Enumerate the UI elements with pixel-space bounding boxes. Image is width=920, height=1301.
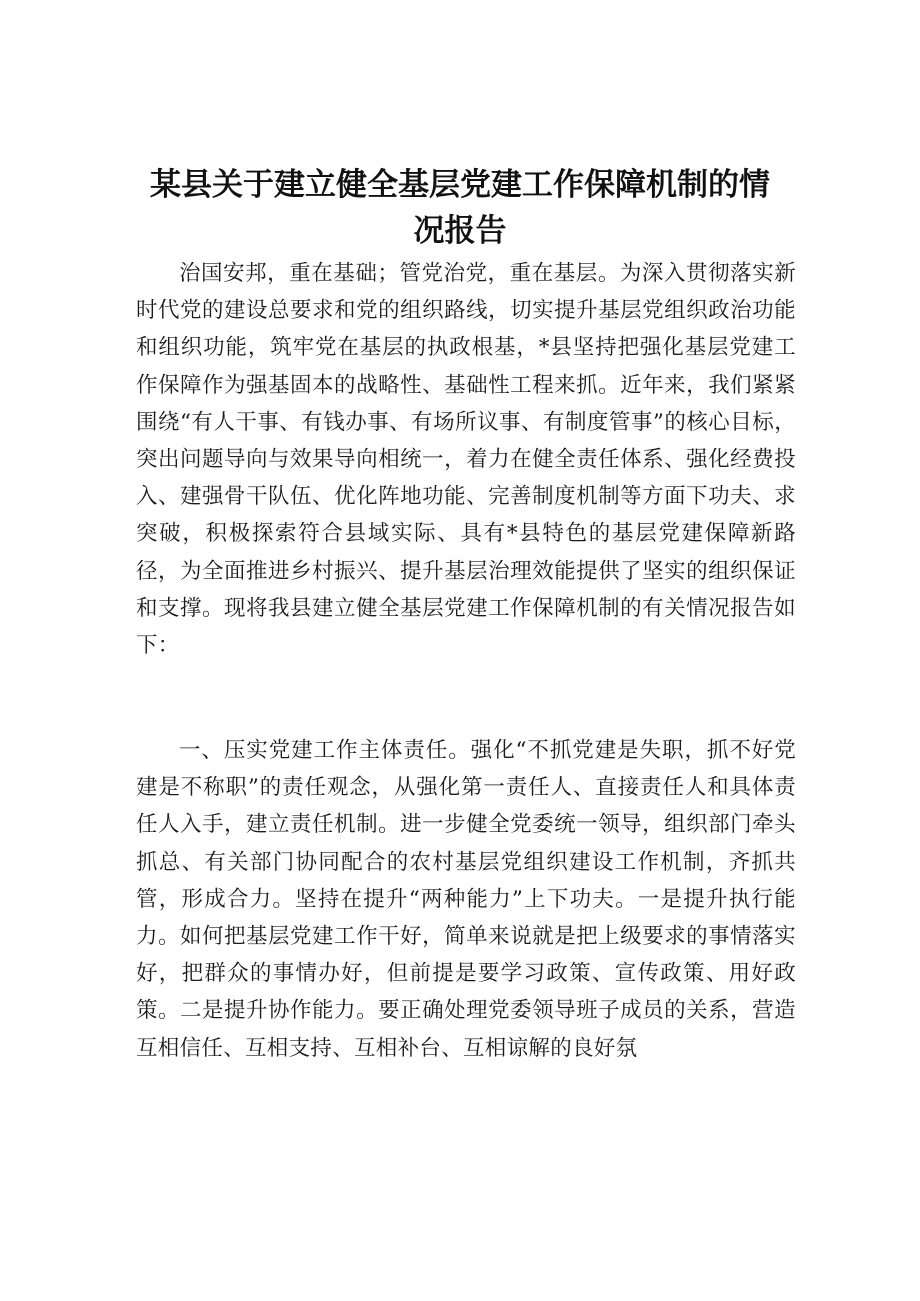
document-title	[140, 162, 780, 254]
section-one-paragraph: 一、压实党建工作主体责任。强化“不抓党建是失职，抓不好党建是不称职”的责任观念，从强化第一责任人、直接责任人和具体责任人入手，建立责任机制。进一步健全党委统一领导，组织部门牵头抓总、有关部门协同配合的农村基层党组织建设工作机制，齐抓共管，形成合力。坚持在提升“两种能力”上下功夫。一是提升执行能力。如何把基层党建工作干好，简单来说就是把上级要求的事情落实好，把群众的事情办好，但前提是要学习政策、宣传政策、用好政策。二是提升协作能力。要正确处理党委领导班子成员的关系，营造互相信任、互相支持、互相补台、互相谅解的良好氛	[136, 738, 796, 1061]
title-line-1: 某县关于建立健全基层党建工作保障机制的情	[150, 167, 770, 203]
title-line-2: 况报告	[413, 213, 507, 249]
intro-paragraph: 治国安邦，重在基础；管党治党，重在基层。为深入贯彻落实新时代党的建设总要求和党的组织路线，切实提升基层党组织政治功能和组织功能，筑牢党在基层的执政根基，*县坚持把强化基层党建工作保障作为强基固本的战略性、基础性工程来抓。近年来，我们紧紧围绕“有人干事、有钱办事、有场所议事、有制度管事”的核心目标，突出问题导向与效果导向相统一，着力在健全责任体系、强化经费投入、建强骨干队伍、优化阵地功能、完善制度机制等方面下功夫、求突破，积极探索符合县域实际、具有*县特色的基层党建保障新路径，为全面推进乡村振兴、提升基层治理效能提供了坚实的组织保证和支撑。现将我县建立健全基层党建工作保障机制的有关情况报告如下：	[136, 261, 796, 659]
